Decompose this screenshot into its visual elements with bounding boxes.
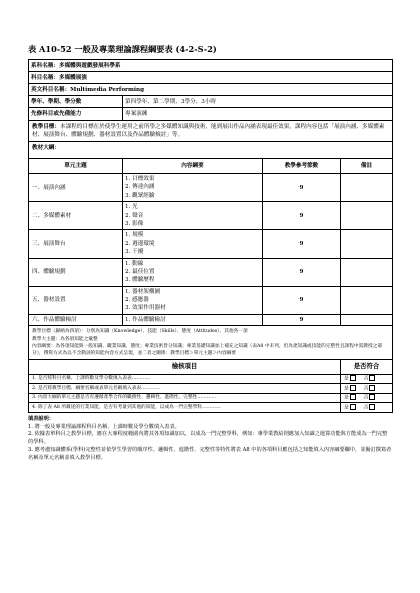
unit-content <box>123 230 263 258</box>
content-item: 2. 週邊環境 <box>125 240 155 247</box>
no-label: 否 <box>363 376 369 382</box>
content-item: 2. 最佳位置 <box>125 268 155 275</box>
unit-content <box>123 173 263 201</box>
fill-instruction-line: 1. 將一般及專業理論課程科目名稱、上課時數及學分數填入表表。 <box>28 423 180 430</box>
table-row <box>29 173 393 201</box>
table-row <box>29 202 393 230</box>
content-item: 3. 觀眾經驗 <box>125 192 155 199</box>
outline-header-row <box>29 158 393 173</box>
prereq-row <box>29 108 393 120</box>
checklist-item: 2. 是否將教學目標，綱要名稱或表單元名稱填入表表………… <box>29 384 341 394</box>
col-header-content: 內容綱要 <box>123 158 263 173</box>
yes-checkbox[interactable] <box>350 394 356 400</box>
fill-instruction-line: 3. 應考慮知識體系(學科)完整性並依學生學習的順序性、邏輯性、進階性、完整性等特性將表 A8 中的各項科目應包括之知能填入內容綱要欄中，並擬訂撰寫者名稱及單元名稱並填入教學目標。 <box>28 447 392 461</box>
note-line: 教學大主題：為各項知能之彙整 <box>32 336 98 342</box>
goal-row <box>29 120 393 141</box>
course-en-label: 英文科目名稱： <box>31 86 71 93</box>
no-checkbox[interactable] <box>369 394 375 400</box>
goal-value: 本課程的目標在於使學生運用之前所學之多媒體知識與技術，能到展出作品內涵表現最佳效果，課程內容包括「展演內涵、多媒體素材、展演舞台、體驗規劃、器材設置以及作品體驗檢討」等。 <box>32 123 385 138</box>
content-item: 1. 目標效果 <box>125 175 155 182</box>
content-item: 3. 效果作用器材 <box>125 305 166 312</box>
unit-name: 二、多媒體素材 <box>29 202 123 230</box>
no-checkbox[interactable] <box>369 375 375 381</box>
unit-note <box>341 314 393 325</box>
checklist-options <box>341 374 393 384</box>
content-item: 3. 影像 <box>125 220 144 227</box>
year-label: 學年、學期、學分數 <box>29 96 123 108</box>
content-item: 1. 光 <box>125 204 138 211</box>
course-en-row <box>29 84 393 96</box>
content-item: 2. 傳達內涵 <box>125 184 155 191</box>
unit-note <box>341 202 393 230</box>
unit-note <box>341 230 393 258</box>
unit-name: 一、展演內涵 <box>29 173 123 201</box>
prereq-label: 先修科目或先備能力 <box>29 108 123 120</box>
unit-hours: 9 <box>263 314 341 325</box>
unit-hours: 9 <box>263 202 341 230</box>
col-header-note: 備註 <box>341 158 393 173</box>
yes-label: 是 <box>344 395 349 401</box>
checklist-row <box>29 374 393 384</box>
checklist-row <box>29 384 393 394</box>
unit-hours: 9 <box>263 286 341 314</box>
checklist-item: 4. 除了表 A8 所載述的行業知能，是否有考量到其他的知能，以成為一門完整學科………… <box>29 403 341 413</box>
page-title: 表 A10-52 一般及專業理論課程綱要表 (4-2-S-2) <box>28 44 217 54</box>
year-value: 第四學年、第二學期、3學分、3小時 <box>123 96 393 108</box>
content-list <box>125 175 260 200</box>
year-row <box>29 96 393 108</box>
goal-label: 教學目標： <box>32 123 60 130</box>
fill-instruction-line: 2. 依據表單科目之教學目標，應在大專程度範圍內將其各項知識加以，以成為一門完整學科，例如：專學業教給則應加入知識之運算功能與方能成為一門完整的學科。 <box>28 431 388 446</box>
checklist-header-result: 是否符合 <box>341 360 393 374</box>
unit-content <box>123 258 263 286</box>
unit-hours: 9 <box>263 173 341 201</box>
yes-label: 是 <box>344 405 349 411</box>
content-item: 1. 作品體驗檢討 <box>125 316 166 323</box>
dept-row <box>29 60 393 72</box>
course-outline-table <box>28 59 393 413</box>
note-line: 內容綱要：為各項知能與一般知識、職業知識、態度；專業技術皆分知識；專業基礎知識加上補充之知識（表A8 中未列，但為達知識或技能的完整性且課程中需教授之部分），撰寫方式為以不含動詞的知能內容方式呈現，並二者之關係：教學目標＞單元主題＞內容綱要 <box>32 343 383 357</box>
checklist-header-row <box>29 360 393 374</box>
unit-content <box>123 286 263 314</box>
checklist-item: 3. 內容大綱的單元主題是否有遵循產學合作的職務性、邏輯性、進階性、完整性………… <box>29 393 341 403</box>
no-checkbox[interactable] <box>369 404 375 410</box>
no-checkbox[interactable] <box>369 385 375 391</box>
content-item: 3. 干擾 <box>125 249 144 256</box>
table-row <box>29 230 393 258</box>
yes-checkbox[interactable] <box>350 404 356 410</box>
checklist-item: 1. 是否將科目名稱、上課時數及學分數填入表表………… <box>29 374 341 384</box>
no-label: 否 <box>363 405 369 411</box>
content-list <box>125 288 260 313</box>
prereq-value: 專案演練 <box>123 108 393 120</box>
unit-content <box>123 314 263 325</box>
unit-name: 六、作品體驗檢討 <box>29 314 123 325</box>
no-label: 否 <box>363 395 369 401</box>
checklist-row <box>29 393 393 403</box>
course-en-value: Multimedia Performing <box>70 86 145 93</box>
fill-instructions <box>28 416 392 463</box>
yes-checkbox[interactable] <box>350 385 356 391</box>
notes-cell <box>29 326 393 360</box>
note-line: 教學目標（歸納為四項）：分別為知識（Knowledge）、技能（Skills）、態度（Attitudes）、其他各一項 <box>32 329 248 335</box>
content-list <box>125 260 260 285</box>
no-label: 否 <box>363 386 369 392</box>
yes-label: 是 <box>344 376 349 382</box>
fill-instructions-heading: 填表說明： <box>28 415 54 422</box>
checklist-header-item: 檢核項目 <box>29 360 341 374</box>
content-item: 1. 規模 <box>125 232 144 239</box>
outline-label: 教材大綱： <box>29 141 393 158</box>
table-row <box>29 314 393 325</box>
unit-note <box>341 173 393 201</box>
content-item: 2. 聲音 <box>125 212 144 219</box>
course-row <box>29 72 393 84</box>
dept-label: 系科名稱： <box>31 62 59 69</box>
unit-note <box>341 258 393 286</box>
unit-note <box>341 286 393 314</box>
unit-name: 四、體驗規劃 <box>29 258 123 286</box>
content-item: 3. 體驗歷程 <box>125 277 155 284</box>
table-row <box>29 286 393 314</box>
outline-label-row <box>29 141 393 158</box>
yes-label: 是 <box>344 386 349 392</box>
fill-instructions-lines <box>28 424 392 463</box>
unit-content <box>123 202 263 230</box>
checklist-options <box>341 393 393 403</box>
unit-rows <box>29 173 393 325</box>
checklist-options <box>341 384 393 394</box>
checklist-row <box>29 403 393 413</box>
content-list <box>125 203 260 228</box>
course-label: 科目名稱： <box>31 74 59 81</box>
course-value: 多媒體展演 <box>58 74 87 81</box>
checklist-rows <box>29 374 393 412</box>
unit-name: 三、展演舞台 <box>29 230 123 258</box>
unit-hours: 9 <box>263 230 341 258</box>
unit-hours: 9 <box>263 258 341 286</box>
dept-value: 多媒體與遊戲發展科學系 <box>58 62 121 69</box>
content-item: 1. 器材架構圖 <box>125 288 161 295</box>
yes-checkbox[interactable] <box>350 375 356 381</box>
content-list <box>125 231 260 256</box>
document-page <box>28 44 392 463</box>
col-header-unit: 單元主題 <box>29 158 123 173</box>
table-row <box>29 258 393 286</box>
notes-row <box>29 326 393 360</box>
unit-name: 五、器材設置 <box>29 286 123 314</box>
content-list <box>125 316 260 324</box>
content-item: 1. 動線 <box>125 260 144 267</box>
checklist-options <box>341 403 393 413</box>
col-header-hours: 教學參考節數 <box>263 158 341 173</box>
content-item: 2. 感應器 <box>125 297 149 304</box>
